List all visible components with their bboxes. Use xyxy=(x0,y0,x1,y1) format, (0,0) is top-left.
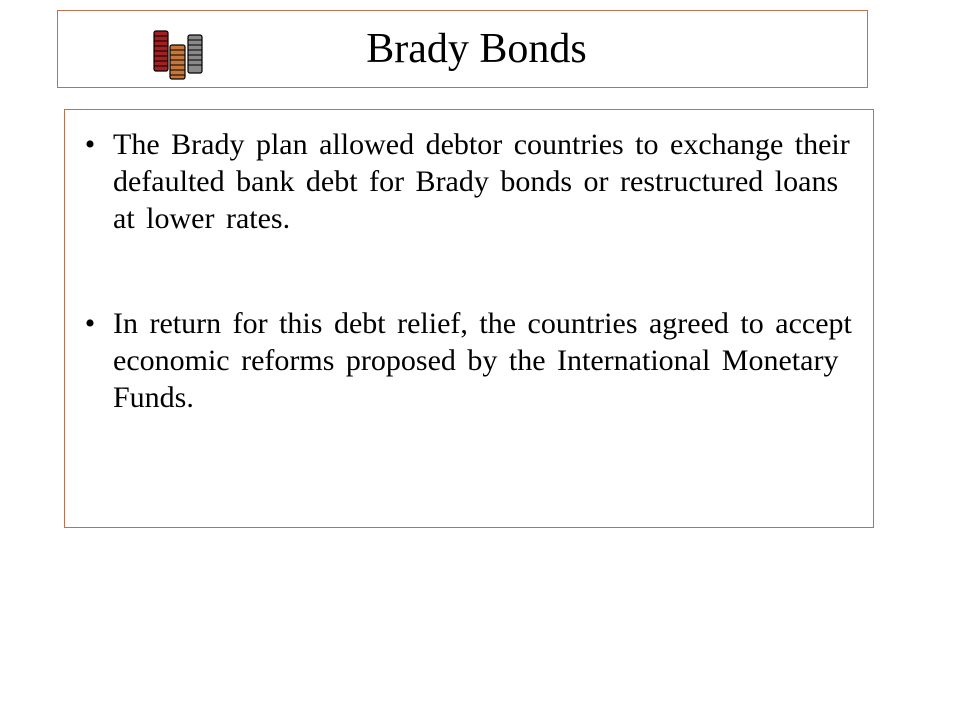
bullet-marker: • xyxy=(84,307,96,340)
title-box xyxy=(57,10,868,88)
content-box xyxy=(64,109,874,528)
bullet-list xyxy=(75,126,855,416)
slide-title: Brady Bonds xyxy=(366,26,587,72)
bullet-text: The Brady plan allowed debtor countries to exchange their defaulted bank debt for Brady bonds or restructured loans at lower rates. xyxy=(113,128,850,235)
bullet-item xyxy=(75,305,855,416)
bullet-marker: • xyxy=(84,128,96,161)
bullet-item xyxy=(75,126,855,237)
bullet-text: In return for this debt relief, the countries agreed to accept economic reforms proposed by the International Monetary Funds. xyxy=(113,307,852,414)
